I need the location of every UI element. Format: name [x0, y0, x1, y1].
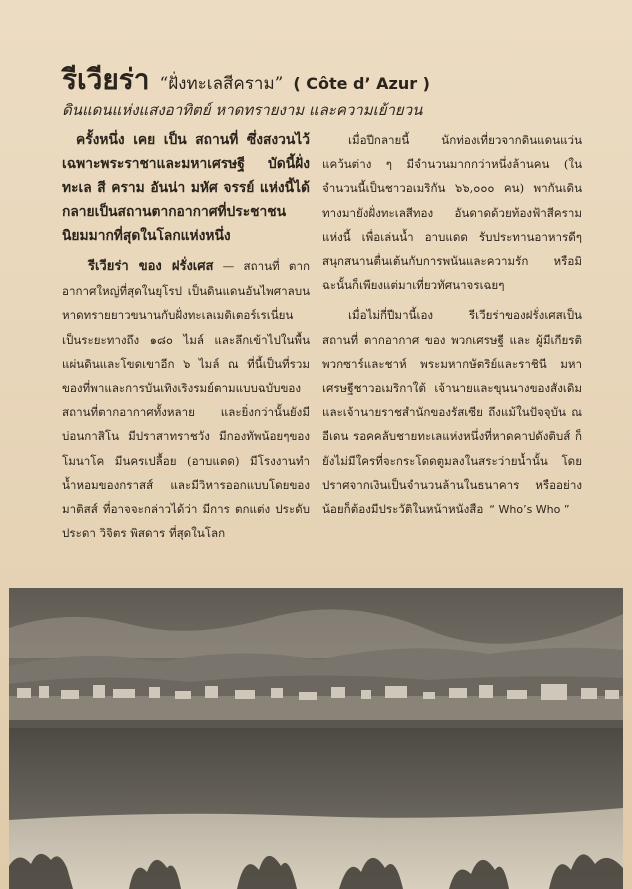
article-title-thai: “ฝั่งทะเลสีคราม” — [159, 74, 284, 94]
body-paragraph — [62, 254, 310, 545]
body-paragraph: เมื่อปีกลายนี้ นักท่องเที่ยวจากดินแดนแว่นแคว้นต่าง ๆ มีจำนวนมากกว่าหนึ่งล้านคน (ในจำนวนนี้เป็นชาวอเมริกัน ๖๖,๐๐๐ คน) พากันเดินทางมายังฝั่งทะเลสีทอง อันดาดด้วยท้องฟ้าสีครามแห่งนี้ เพื่อเล่นน้ำ อาบแดด รับประทานอาหารดีๆ สนุกสนานตื่นเต้นกับการพนันและความรัก หรือมิฉะนั้นก็เพียงแต่มาเที่ยวทัศนาจรเฉยๆ — [322, 133, 582, 293]
lead-paragraph: ครั้งหนึ่ง เคย เป็น สถานที่ ซึ่งสงวนไว้เฉพาะพระราชาและมหาเศรษฐี บัดนี้ฝั่งทะเล สี คราม อันน่า มหัศ จรรย์ แห่งนี้ได้กลายเป็นสถานตากอากาศที่ประชาชนนิยมมากที่สุดในโลกแห่งหนึ่ง — [62, 132, 310, 244]
article-title-row — [62, 58, 602, 98]
paragraph-text: เมื่อไม่กี่ปีมานี้เอง รีเวียร่าของฝรั่งเศสเป็น สถานที่ ตากอากาศ ของ พวกเศรษฐี และ ผู้มีเกียรติ พวกซาร์และชาห์ พระมหากษัตริย์และราชินี มหาเศรษฐีชาวอเมริกาใต้ เจ้านายและขุนนางของสังเดิม และเจ้านายราชสำนักของรัสเซีย ถึงแม้ในปัจจุบัน ณ อีเดน รอคคลับชายทะเลแห่งหนึ่งที่หาดคาปดังติบส์ ก็ยังไม่มีใครที่จะกระโดดตูมลงในสระว่ายน้ำนั้น โดยปราศจากเงินเป็นจำนวนล้านในธนาคาร หรืออย่างน้อยก็ต้องมีประวัติในหน้าหนังสือ — [322, 308, 582, 517]
left-column — [62, 128, 310, 573]
body-paragraph — [322, 303, 582, 522]
article-title-french: ( Côte d’ Azur ) — [293, 74, 430, 93]
right-column — [322, 128, 582, 573]
riviera-coast-photo — [9, 588, 623, 889]
article-title: รีเวียร่า — [62, 63, 150, 96]
whos-who-quote: “ Who’s Who ” — [489, 503, 570, 517]
paragraph-text: — สถานที่ ตากอากาศใหญ่ที่สุดในยุโรป เป็นดินแดนอันไพศาลบนหาดทรายยาวขนานกับฝั่งทะเลเมดิเตอร์เรเนี่ยนเป็นระยะทางถึง ๑๘๐ ไมล์ และลึกเข้าไปในพื้นแผ่นดินและโขดเขาอีก ๖ ไมล์ ณ ที่นี้เป็นที่รวมของที่พาและการบันเทิงเริงรมย์ตามแบบฉบับของสถานที่ตากอากาศทั้งหลาย และยิ่งกว่านั้นยังมีบ่อนกาสิโน มีปราสาทราชวัง มีกองทัพน้อยๆของโมนาโค มีนครเปลื้อย (อาบแดด) มีโรงงานทำน้ำหอมของกราสส์ และมีวิหารออกแบบโดยของ มาติสส์ ที่อาจจะกล่าวได้ว่า มีการ ตกแต่ง ประดับ ประดา วิจิตร พิสดาร ที่สุดในโลก — [62, 259, 310, 541]
article-subtitle: ดินแดนแห่งแสงอาทิตย์ หาดทรายงาม และความเย้ายวน — [62, 101, 423, 119]
paragraph-lead-in: รีเวียร่า ของ ฝรั่งเศส — [88, 259, 214, 274]
